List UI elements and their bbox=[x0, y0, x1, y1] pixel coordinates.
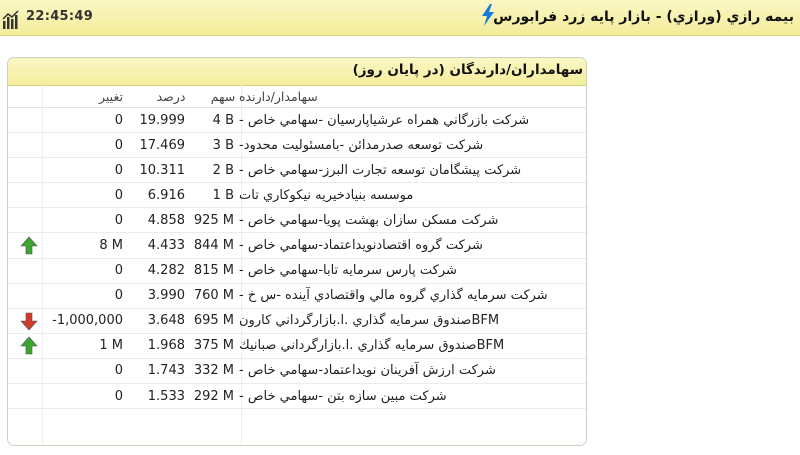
change-value: 0 bbox=[114, 288, 123, 304]
percent-value: 1.533 bbox=[147, 388, 185, 404]
percent-value: 1.968 bbox=[147, 338, 185, 354]
top-bar bbox=[0, 0, 800, 36]
holder-name: BFMصندوق سرمايه گذاري .ا.بازارگرداني كارون bbox=[239, 313, 500, 329]
shares-value: 695 M bbox=[193, 313, 234, 329]
header-shares: سهم bbox=[210, 89, 236, 104]
table-row[interactable] bbox=[8, 309, 586, 334]
table-row[interactable] bbox=[8, 359, 586, 384]
empty-arrow-cell bbox=[16, 384, 42, 408]
shares-value: 2 B bbox=[212, 162, 234, 178]
table-row[interactable] bbox=[8, 208, 586, 233]
change-value: 1 M bbox=[99, 338, 123, 354]
shareholder-list bbox=[8, 108, 586, 409]
change-value: 0 bbox=[114, 162, 123, 178]
table-row[interactable] bbox=[8, 133, 586, 158]
holder-name: شركت پيشگامان توسعه تجارت البرز-سهامي خاص - bbox=[239, 162, 522, 178]
table-row[interactable] bbox=[8, 183, 586, 208]
bar-chart-icon[interactable] bbox=[2, 8, 20, 30]
empty-arrow-cell bbox=[16, 208, 42, 232]
holder-name: شركت توسعه صدرمدائن -بامسئوليت محدود- bbox=[239, 137, 484, 153]
empty-arrow-cell bbox=[16, 133, 42, 157]
shares-value: 815 M bbox=[193, 263, 234, 279]
percent-value: 4.282 bbox=[147, 263, 185, 279]
table-row[interactable] bbox=[8, 158, 586, 183]
table-row[interactable] bbox=[8, 233, 586, 258]
change-value: 0 bbox=[114, 263, 123, 279]
table-row[interactable] bbox=[8, 384, 586, 409]
percent-value: 4.858 bbox=[147, 212, 185, 228]
table-row[interactable] bbox=[8, 334, 586, 359]
shareholders-panel bbox=[7, 57, 587, 446]
change-value: 0 bbox=[114, 137, 123, 153]
holder-name: شركت بازرگاني همراه عرشياپارسيان -سهامي خاص - bbox=[239, 112, 530, 128]
arrow-up-icon bbox=[16, 334, 42, 358]
percent-value: 3.648 bbox=[147, 313, 185, 329]
percent-value: 4.433 bbox=[147, 238, 185, 254]
empty-arrow-cell bbox=[16, 284, 42, 308]
holder-name: شركت گروه اقتصادنويداعتماد-سهامي خاص - bbox=[239, 238, 483, 254]
change-value: 8 M bbox=[99, 238, 123, 254]
shares-value: 375 M bbox=[193, 338, 234, 354]
header-holder: سهامدار/دارنده bbox=[239, 89, 318, 104]
holder-name: شركت مبين سازه بتن -سهامي خاص - bbox=[239, 388, 447, 404]
change-value: 0 bbox=[114, 112, 123, 128]
shares-value: 4 B bbox=[212, 112, 234, 128]
table-row[interactable] bbox=[8, 284, 586, 309]
percent-value: 3.990 bbox=[147, 288, 185, 304]
change-value: 0 bbox=[114, 388, 123, 404]
panel-title: سهامداران/دارندگان (در پايان روز) bbox=[352, 62, 583, 78]
holder-name: موسسه بنيادخيريه نيكوكاري تات bbox=[239, 187, 414, 203]
shares-value: 292 M bbox=[193, 388, 234, 404]
shares-value: 844 M bbox=[193, 238, 234, 254]
change-value: 0 bbox=[114, 212, 123, 228]
holder-name: شركت مسكن سازان بهشت پويا-سهامي خاص - bbox=[239, 212, 499, 228]
percent-value: 17.469 bbox=[139, 137, 185, 153]
change-value: 0 bbox=[114, 187, 123, 203]
shares-value: 3 B bbox=[212, 137, 234, 153]
arrow-down-icon bbox=[16, 309, 42, 333]
percent-value: 10.311 bbox=[139, 162, 185, 178]
percent-value: 6.916 bbox=[147, 187, 185, 203]
shares-value: 760 M bbox=[193, 288, 234, 304]
shares-value: 925 M bbox=[193, 212, 234, 228]
percent-value: 19.999 bbox=[139, 112, 185, 128]
empty-arrow-cell bbox=[16, 108, 42, 132]
holder-name: BFMصندوق سرمايه گذاري .ا.بازارگرداني صبانيك bbox=[239, 338, 505, 354]
table-row[interactable] bbox=[8, 108, 586, 133]
shares-value: 1 B bbox=[212, 187, 234, 203]
empty-arrow-cell bbox=[16, 158, 42, 182]
holder-name: شركت پارس سرمايه تابا-سهامي خاص - bbox=[239, 263, 457, 279]
change-value: -1,000,000 bbox=[52, 313, 123, 329]
page-title: بيمه رازي (ورازي) - بازار پايه زرد فرابورس bbox=[493, 9, 794, 25]
clock-time: 22:45:49 bbox=[26, 9, 94, 24]
table-header-row bbox=[8, 86, 586, 108]
header-percent: درصد bbox=[156, 89, 186, 104]
header-change: تغيير bbox=[99, 89, 123, 104]
shares-value: 332 M bbox=[193, 363, 234, 379]
holder-name: شركت سرمايه گذاري گروه مالي واقتصادي آينده -س خ - bbox=[239, 288, 548, 304]
empty-arrow-cell bbox=[16, 259, 42, 283]
panel-header bbox=[8, 58, 586, 86]
change-value: 0 bbox=[114, 363, 123, 379]
empty-arrow-cell bbox=[16, 183, 42, 207]
holder-name: شركت ارزش آفرينان نويداعتماد-سهامي خاص - bbox=[239, 363, 496, 379]
empty-arrow-cell bbox=[16, 359, 42, 383]
arrow-up-icon bbox=[16, 233, 42, 257]
percent-value: 1.743 bbox=[147, 363, 185, 379]
table-row[interactable] bbox=[8, 259, 586, 284]
